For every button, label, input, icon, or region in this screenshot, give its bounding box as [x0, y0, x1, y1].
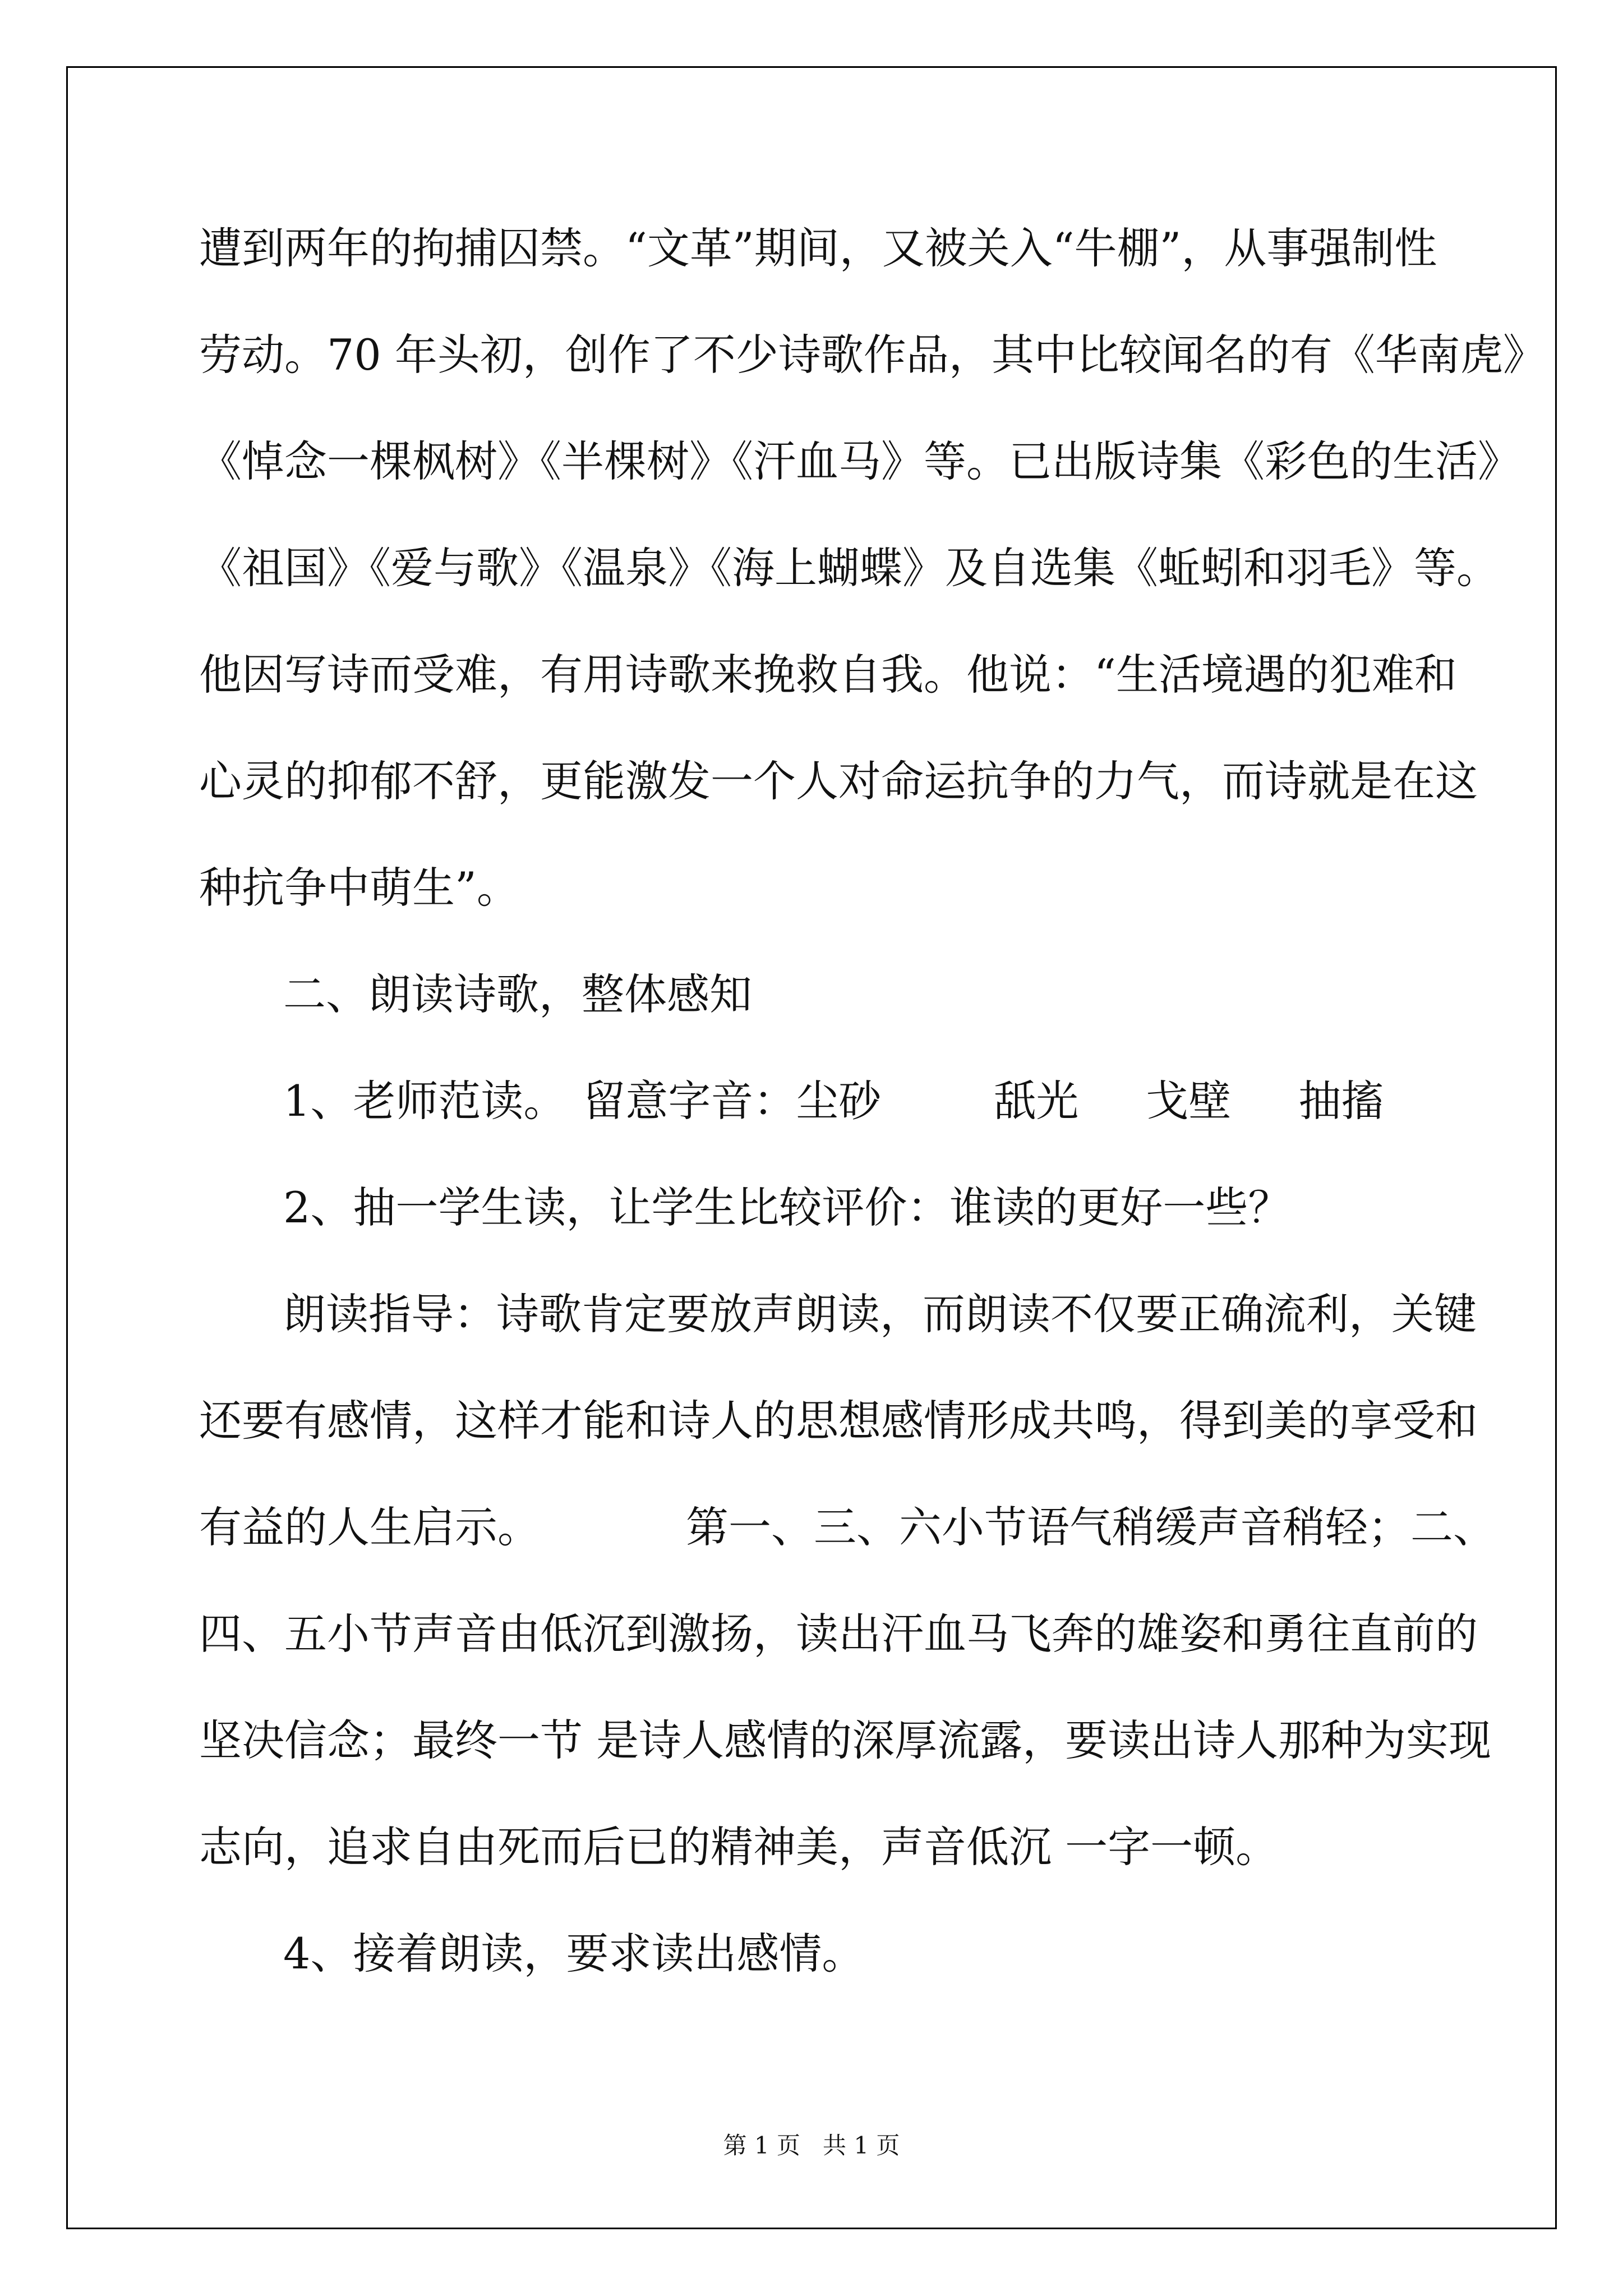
- text-line: 朗读指导：诗歌肯定要放声朗读，而朗读不仅要正确流利，关键: [283, 1289, 1477, 1339]
- pronunciation-prompt: 留意字音：: [583, 1076, 796, 1126]
- vocab-word: 舐光: [993, 1076, 1079, 1126]
- text-line: 还要有感情，这样才能和诗人的思想感情形成共鸣，得到美的享受和: [199, 1396, 1478, 1446]
- text-line: 4、接着朗读，要求读出感情。: [283, 1929, 865, 1978]
- vocab-word: 抽搐: [1298, 1076, 1384, 1126]
- text-line: 《悼念一棵枫树》《半棵树》《汗血马》等。已出版诗集《彩色的生活》: [199, 436, 1520, 486]
- text-segment: 第一、三、六小节语气稍缓声音稍轻；二、: [686, 1502, 1496, 1552]
- text-line: 坚决信念；最终一节 是诗人感情的深厚流露，要读出诗人那种为实现: [199, 1715, 1492, 1765]
- text-line: 《祖国》《爱与歌》《温泉》《海上蝴蝶》及自选集《蚯蚓和羽毛》等。: [199, 543, 1499, 593]
- text-line: 劳动。70 年头初，创作了不少诗歌作品，其中比较闻名的有《华南虎》: [199, 330, 1546, 380]
- vocab-word: 尘砂: [796, 1076, 882, 1126]
- text-line: 心灵的抑郁不舒，更能激发一个人对命运抗争的力气，而诗就是在这: [199, 756, 1478, 806]
- step-label: 1、老师范读。: [283, 1076, 566, 1126]
- section-heading: 二、朗读诗歌，整体感知: [283, 969, 752, 1019]
- text-line: 遭到两年的拘捕囚禁。“文革”期间，又被关入“牛棚”，从事强制性: [199, 223, 1437, 273]
- document-body: [199, 222, 1546, 2033]
- text-segment: 有益的人生启示。: [199, 1502, 540, 1552]
- text-line: [199, 1501, 1496, 1607]
- text-line: 他因写诗而受难，有用诗歌来挽救自我。他说：“生活境遇的犯难和: [199, 650, 1457, 700]
- text-line: 四、五小节声音由低沉到激扬，读出汗血马飞奔的雄姿和勇往直前的: [199, 1609, 1478, 1659]
- page-total: 共 1 页: [823, 2132, 900, 2159]
- text-line: 志向，追求自由死而后已的精神美，声音低沉 一字一顿。: [199, 1822, 1279, 1872]
- page-footer: [0, 2127, 1623, 2161]
- vocab-word: 戈壁: [1146, 1076, 1232, 1126]
- page-number: 第 1 页: [723, 2132, 800, 2159]
- text-line: 2、抽一学生读，让学生比较评价：谁读的更好一些？: [283, 1182, 1291, 1232]
- pronunciation-line: [199, 1074, 1455, 1181]
- text-line: 种抗争中萌生”。: [199, 863, 519, 913]
